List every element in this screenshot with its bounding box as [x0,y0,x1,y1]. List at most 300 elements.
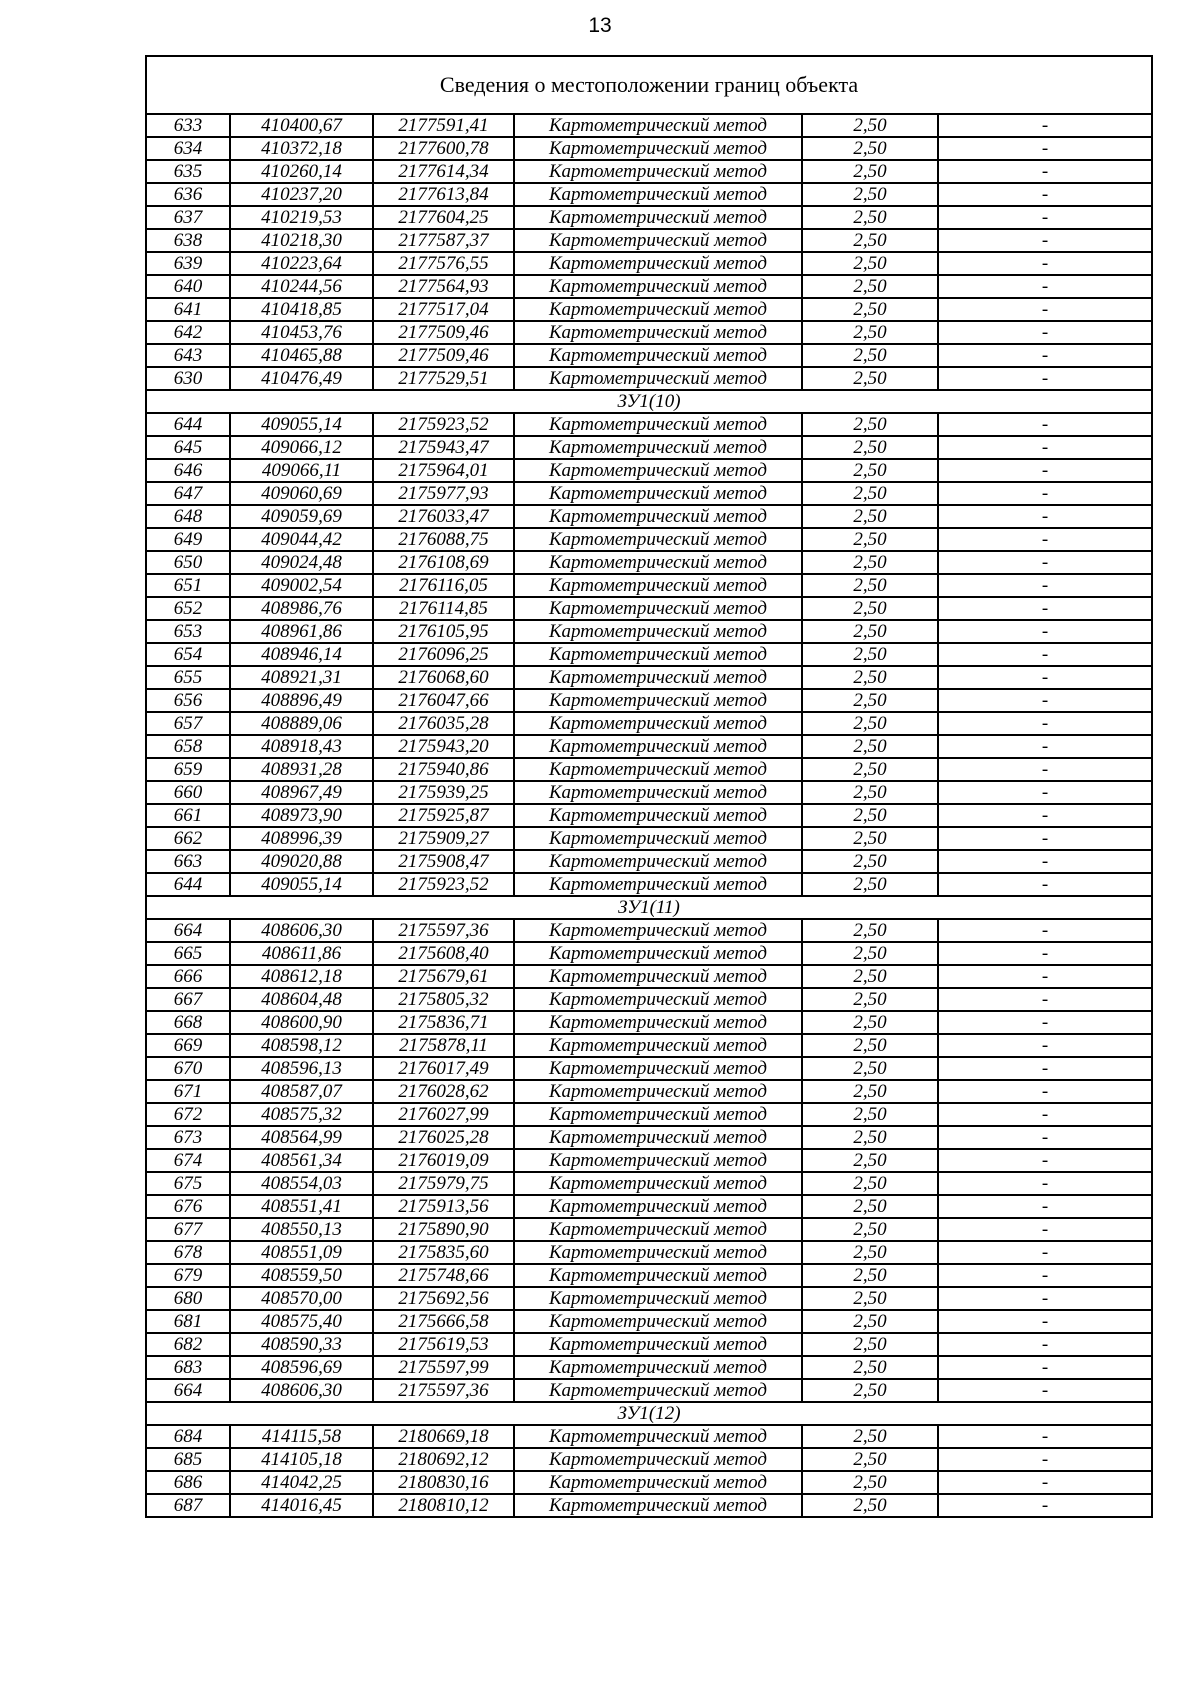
x-coordinate-cell: 408967,49 [230,781,373,804]
accuracy-cell: 2,50 [802,436,938,459]
table-row [146,206,1152,229]
point-number-cell: 686 [146,1471,230,1494]
point-number-cell: 640 [146,275,230,298]
method-cell: Картометрический метод [514,413,802,436]
description-cell: - [938,1149,1152,1172]
description-cell: - [938,1057,1152,1080]
y-coordinate-cell: 2175666,58 [373,1310,514,1333]
accuracy-cell: 2,50 [802,781,938,804]
method-cell: Картометрический метод [514,919,802,942]
x-coordinate-cell: 408961,86 [230,620,373,643]
section-row [146,390,1152,413]
method-cell: Картометрический метод [514,620,802,643]
table-row [146,873,1152,896]
x-coordinate-cell: 408604,48 [230,988,373,1011]
description-cell: - [938,252,1152,275]
method-cell: Картометрический метод [514,367,802,390]
x-coordinate-cell: 409066,11 [230,459,373,482]
accuracy-cell: 2,50 [802,712,938,735]
x-coordinate-cell: 408575,40 [230,1310,373,1333]
y-coordinate-cell: 2175913,56 [373,1195,514,1218]
description-cell: - [938,850,1152,873]
x-coordinate-cell: 409055,14 [230,873,373,896]
table-row [146,1011,1152,1034]
x-coordinate-cell: 408611,86 [230,942,373,965]
table-row [146,988,1152,1011]
x-coordinate-cell: 408889,06 [230,712,373,735]
x-coordinate-cell: 409024,48 [230,551,373,574]
table-row [146,413,1152,436]
description-cell: - [938,620,1152,643]
point-number-cell: 658 [146,735,230,758]
x-coordinate-cell: 408600,90 [230,1011,373,1034]
y-coordinate-cell: 2175597,36 [373,1379,514,1402]
description-cell: - [938,666,1152,689]
method-cell: Картометрический метод [514,758,802,781]
point-number-cell: 679 [146,1264,230,1287]
y-coordinate-cell: 2176088,75 [373,528,514,551]
description-cell: - [938,298,1152,321]
point-number-cell: 633 [146,114,230,137]
point-number-cell: 664 [146,919,230,942]
description-cell: - [938,413,1152,436]
x-coordinate-cell: 408918,43 [230,735,373,758]
point-number-cell: 653 [146,620,230,643]
method-cell: Картометрический метод [514,551,802,574]
method-cell: Картометрический метод [514,1103,802,1126]
description-cell: - [938,367,1152,390]
point-number-cell: 636 [146,183,230,206]
y-coordinate-cell: 2175909,27 [373,827,514,850]
description-cell: - [938,114,1152,137]
description-cell: - [938,689,1152,712]
method-cell: Картометрический метод [514,160,802,183]
y-coordinate-cell: 2177614,34 [373,160,514,183]
accuracy-cell: 2,50 [802,183,938,206]
x-coordinate-cell: 408570,00 [230,1287,373,1310]
y-coordinate-cell: 2176114,85 [373,597,514,620]
description-cell: - [938,804,1152,827]
description-cell: - [938,183,1152,206]
point-number-cell: 660 [146,781,230,804]
table-row [146,965,1152,988]
point-number-cell: 682 [146,1333,230,1356]
table-row [146,482,1152,505]
table-row [146,597,1152,620]
x-coordinate-cell: 414016,45 [230,1494,373,1517]
method-cell: Картометрический метод [514,1195,802,1218]
table-row [146,574,1152,597]
description-cell: - [938,1264,1152,1287]
y-coordinate-cell: 2175679,61 [373,965,514,988]
description-cell: - [938,321,1152,344]
method-cell: Картометрический метод [514,1310,802,1333]
y-coordinate-cell: 2175925,87 [373,804,514,827]
accuracy-cell: 2,50 [802,827,938,850]
x-coordinate-cell: 414105,18 [230,1448,373,1471]
method-cell: Картометрический метод [514,942,802,965]
method-cell: Картометрический метод [514,137,802,160]
accuracy-cell: 2,50 [802,804,938,827]
x-coordinate-cell: 408612,18 [230,965,373,988]
point-number-cell: 669 [146,1034,230,1057]
point-number-cell: 659 [146,758,230,781]
method-cell: Картометрический метод [514,436,802,459]
point-number-cell: 641 [146,298,230,321]
method-cell: Картометрический метод [514,229,802,252]
point-number-cell: 665 [146,942,230,965]
accuracy-cell: 2,50 [802,137,938,160]
table-row [146,505,1152,528]
method-cell: Картометрический метод [514,735,802,758]
y-coordinate-cell: 2177529,51 [373,367,514,390]
description-cell: - [938,988,1152,1011]
x-coordinate-cell: 414042,25 [230,1471,373,1494]
y-coordinate-cell: 2177509,46 [373,344,514,367]
x-coordinate-cell: 410453,76 [230,321,373,344]
accuracy-cell: 2,50 [802,1241,938,1264]
table-row [146,137,1152,160]
method-cell: Картометрический метод [514,1264,802,1287]
table-row [146,1195,1152,1218]
method-cell: Картометрический метод [514,1425,802,1448]
x-coordinate-cell: 408606,30 [230,1379,373,1402]
method-cell: Картометрический метод [514,873,802,896]
y-coordinate-cell: 2175923,52 [373,873,514,896]
method-cell: Картометрический метод [514,459,802,482]
point-number-cell: 678 [146,1241,230,1264]
table-row [146,827,1152,850]
point-number-cell: 670 [146,1057,230,1080]
description-cell: - [938,1241,1152,1264]
x-coordinate-cell: 410400,67 [230,114,373,137]
description-cell: - [938,781,1152,804]
description-cell: - [938,1172,1152,1195]
description-cell: - [938,712,1152,735]
x-coordinate-cell: 409002,54 [230,574,373,597]
method-cell: Картометрический метод [514,1448,802,1471]
x-coordinate-cell: 410465,88 [230,344,373,367]
description-cell: - [938,942,1152,965]
point-number-cell: 651 [146,574,230,597]
accuracy-cell: 2,50 [802,367,938,390]
accuracy-cell: 2,50 [802,298,938,321]
point-number-cell: 680 [146,1287,230,1310]
description-cell: - [938,643,1152,666]
table-row [146,1379,1152,1402]
description-cell: - [938,1011,1152,1034]
accuracy-cell: 2,50 [802,1149,938,1172]
table-row [146,758,1152,781]
accuracy-cell: 2,50 [802,413,938,436]
x-coordinate-cell: 408986,76 [230,597,373,620]
point-number-cell: 663 [146,850,230,873]
x-coordinate-cell: 410418,85 [230,298,373,321]
point-number-cell: 643 [146,344,230,367]
table-row [146,1333,1152,1356]
point-number-cell: 671 [146,1080,230,1103]
point-number-cell: 650 [146,551,230,574]
point-number-cell: 654 [146,643,230,666]
method-cell: Картометрический метод [514,1172,802,1195]
description-cell: - [938,482,1152,505]
point-number-cell: 649 [146,528,230,551]
point-number-cell: 637 [146,206,230,229]
method-cell: Картометрический метод [514,850,802,873]
y-coordinate-cell: 2176105,95 [373,620,514,643]
description-cell: - [938,229,1152,252]
point-number-cell: 674 [146,1149,230,1172]
y-coordinate-cell: 2177591,41 [373,114,514,137]
x-coordinate-cell: 408551,09 [230,1241,373,1264]
x-coordinate-cell: 410237,20 [230,183,373,206]
y-coordinate-cell: 2176033,47 [373,505,514,528]
point-number-cell: 662 [146,827,230,850]
table-row [146,367,1152,390]
description-cell: - [938,1310,1152,1333]
table-row [146,1034,1152,1057]
accuracy-cell: 2,50 [802,735,938,758]
section-label: ЗУ1(11) [146,896,1152,919]
method-cell: Картометрический метод [514,275,802,298]
table-row [146,1287,1152,1310]
y-coordinate-cell: 2175977,93 [373,482,514,505]
method-cell: Картометрический метод [514,574,802,597]
method-cell: Картометрический метод [514,1333,802,1356]
method-cell: Картометрический метод [514,1218,802,1241]
y-coordinate-cell: 2175979,75 [373,1172,514,1195]
y-coordinate-cell: 2176017,49 [373,1057,514,1080]
accuracy-cell: 2,50 [802,1448,938,1471]
accuracy-cell: 2,50 [802,1126,938,1149]
y-coordinate-cell: 2175943,20 [373,735,514,758]
description-cell: - [938,597,1152,620]
point-number-cell: 652 [146,597,230,620]
x-coordinate-cell: 409020,88 [230,850,373,873]
method-cell: Картометрический метод [514,252,802,275]
point-number-cell: 684 [146,1425,230,1448]
page-number: 13 [588,14,612,37]
point-number-cell: 661 [146,804,230,827]
point-number-cell: 675 [146,1172,230,1195]
accuracy-cell: 2,50 [802,229,938,252]
y-coordinate-cell: 2175805,32 [373,988,514,1011]
accuracy-cell: 2,50 [802,551,938,574]
point-number-cell: 630 [146,367,230,390]
x-coordinate-cell: 408551,41 [230,1195,373,1218]
accuracy-cell: 2,50 [802,1356,938,1379]
table-row [146,689,1152,712]
x-coordinate-cell: 409044,42 [230,528,373,551]
description-cell: - [938,1448,1152,1471]
section-row [146,1402,1152,1425]
table-row [146,1494,1152,1517]
accuracy-cell: 2,50 [802,643,938,666]
description-cell: - [938,1195,1152,1218]
method-cell: Картометрический метод [514,298,802,321]
description-cell: - [938,1379,1152,1402]
method-cell: Картометрический метод [514,1287,802,1310]
description-cell: - [938,1494,1152,1517]
section-row [146,896,1152,919]
point-number-cell: 681 [146,1310,230,1333]
x-coordinate-cell: 408596,69 [230,1356,373,1379]
point-number-cell: 667 [146,988,230,1011]
y-coordinate-cell: 2177509,46 [373,321,514,344]
description-cell: - [938,137,1152,160]
accuracy-cell: 2,50 [802,1195,938,1218]
y-coordinate-cell: 2176035,28 [373,712,514,735]
table-row [146,735,1152,758]
description-cell: - [938,965,1152,988]
method-cell: Картометрический метод [514,1494,802,1517]
table-row [146,804,1152,827]
x-coordinate-cell: 409055,14 [230,413,373,436]
point-number-cell: 673 [146,1126,230,1149]
accuracy-cell: 2,50 [802,1333,938,1356]
table-row [146,1310,1152,1333]
accuracy-cell: 2,50 [802,1103,938,1126]
table-row [146,1126,1152,1149]
x-coordinate-cell: 408587,07 [230,1080,373,1103]
accuracy-cell: 2,50 [802,252,938,275]
table-row [146,1218,1152,1241]
description-cell: - [938,873,1152,896]
description-cell: - [938,436,1152,459]
table-row [146,160,1152,183]
y-coordinate-cell: 2176025,28 [373,1126,514,1149]
point-number-cell: 656 [146,689,230,712]
table-row [146,620,1152,643]
x-coordinate-cell: 408596,13 [230,1057,373,1080]
table-row [146,1425,1152,1448]
point-number-cell: 687 [146,1494,230,1517]
method-cell: Картометрический метод [514,965,802,988]
point-number-cell: 664 [146,1379,230,1402]
y-coordinate-cell: 2176116,05 [373,574,514,597]
table-row [146,1264,1152,1287]
table-row [146,919,1152,942]
point-number-cell: 635 [146,160,230,183]
point-number-cell: 668 [146,1011,230,1034]
method-cell: Картометрический метод [514,528,802,551]
x-coordinate-cell: 408996,39 [230,827,373,850]
accuracy-cell: 2,50 [802,1011,938,1034]
x-coordinate-cell: 410372,18 [230,137,373,160]
x-coordinate-cell: 408946,14 [230,643,373,666]
description-cell: - [938,206,1152,229]
table-row [146,1356,1152,1379]
y-coordinate-cell: 2177517,04 [373,298,514,321]
method-cell: Картометрический метод [514,1011,802,1034]
table-row [146,459,1152,482]
point-number-cell: 644 [146,873,230,896]
y-coordinate-cell: 2175908,47 [373,850,514,873]
accuracy-cell: 2,50 [802,528,938,551]
y-coordinate-cell: 2175597,99 [373,1356,514,1379]
accuracy-cell: 2,50 [802,873,938,896]
description-cell: - [938,459,1152,482]
x-coordinate-cell: 410218,30 [230,229,373,252]
y-coordinate-cell: 2176068,60 [373,666,514,689]
method-cell: Картометрический метод [514,1126,802,1149]
method-cell: Картометрический метод [514,505,802,528]
point-number-cell: 677 [146,1218,230,1241]
table-row [146,781,1152,804]
y-coordinate-cell: 2177613,84 [373,183,514,206]
table-row [146,551,1152,574]
accuracy-cell: 2,50 [802,689,938,712]
method-cell: Картометрический метод [514,689,802,712]
description-cell: - [938,1471,1152,1494]
y-coordinate-cell: 2175890,90 [373,1218,514,1241]
method-cell: Картометрический метод [514,804,802,827]
method-cell: Картометрический метод [514,1080,802,1103]
y-coordinate-cell: 2175748,66 [373,1264,514,1287]
point-number-cell: 685 [146,1448,230,1471]
point-number-cell: 672 [146,1103,230,1126]
x-coordinate-cell: 409066,12 [230,436,373,459]
table-row [146,850,1152,873]
table-row [146,1057,1152,1080]
accuracy-cell: 2,50 [802,942,938,965]
description-cell: - [938,919,1152,942]
accuracy-cell: 2,50 [802,1310,938,1333]
description-cell: - [938,1287,1152,1310]
x-coordinate-cell: 408561,34 [230,1149,373,1172]
y-coordinate-cell: 2175692,56 [373,1287,514,1310]
table-row [146,528,1152,551]
accuracy-cell: 2,50 [802,988,938,1011]
table-row [146,666,1152,689]
y-coordinate-cell: 2176019,09 [373,1149,514,1172]
method-cell: Картометрический метод [514,1471,802,1494]
x-coordinate-cell: 410223,64 [230,252,373,275]
method-cell: Картометрический метод [514,183,802,206]
table-row [146,1103,1152,1126]
accuracy-cell: 2,50 [802,597,938,620]
description-cell: - [938,735,1152,758]
method-cell: Картометрический метод [514,206,802,229]
description-cell: - [938,160,1152,183]
point-number-cell: 644 [146,413,230,436]
description-cell: - [938,1356,1152,1379]
point-number-cell: 645 [146,436,230,459]
point-number-cell: 642 [146,321,230,344]
description-cell: - [938,1126,1152,1149]
method-cell: Картометрический метод [514,321,802,344]
method-cell: Картометрический метод [514,597,802,620]
method-cell: Картометрический метод [514,988,802,1011]
x-coordinate-cell: 410260,14 [230,160,373,183]
y-coordinate-cell: 2175835,60 [373,1241,514,1264]
point-number-cell: 683 [146,1356,230,1379]
table-row [146,252,1152,275]
accuracy-cell: 2,50 [802,666,938,689]
y-coordinate-cell: 2177576,55 [373,252,514,275]
description-cell: - [938,1103,1152,1126]
method-cell: Картометрический метод [514,482,802,505]
y-coordinate-cell: 2176028,62 [373,1080,514,1103]
x-coordinate-cell: 408931,28 [230,758,373,781]
x-coordinate-cell: 410476,49 [230,367,373,390]
x-coordinate-cell: 408921,31 [230,666,373,689]
accuracy-cell: 2,50 [802,965,938,988]
table-row [146,321,1152,344]
x-coordinate-cell: 408575,32 [230,1103,373,1126]
y-coordinate-cell: 2175939,25 [373,781,514,804]
accuracy-cell: 2,50 [802,758,938,781]
